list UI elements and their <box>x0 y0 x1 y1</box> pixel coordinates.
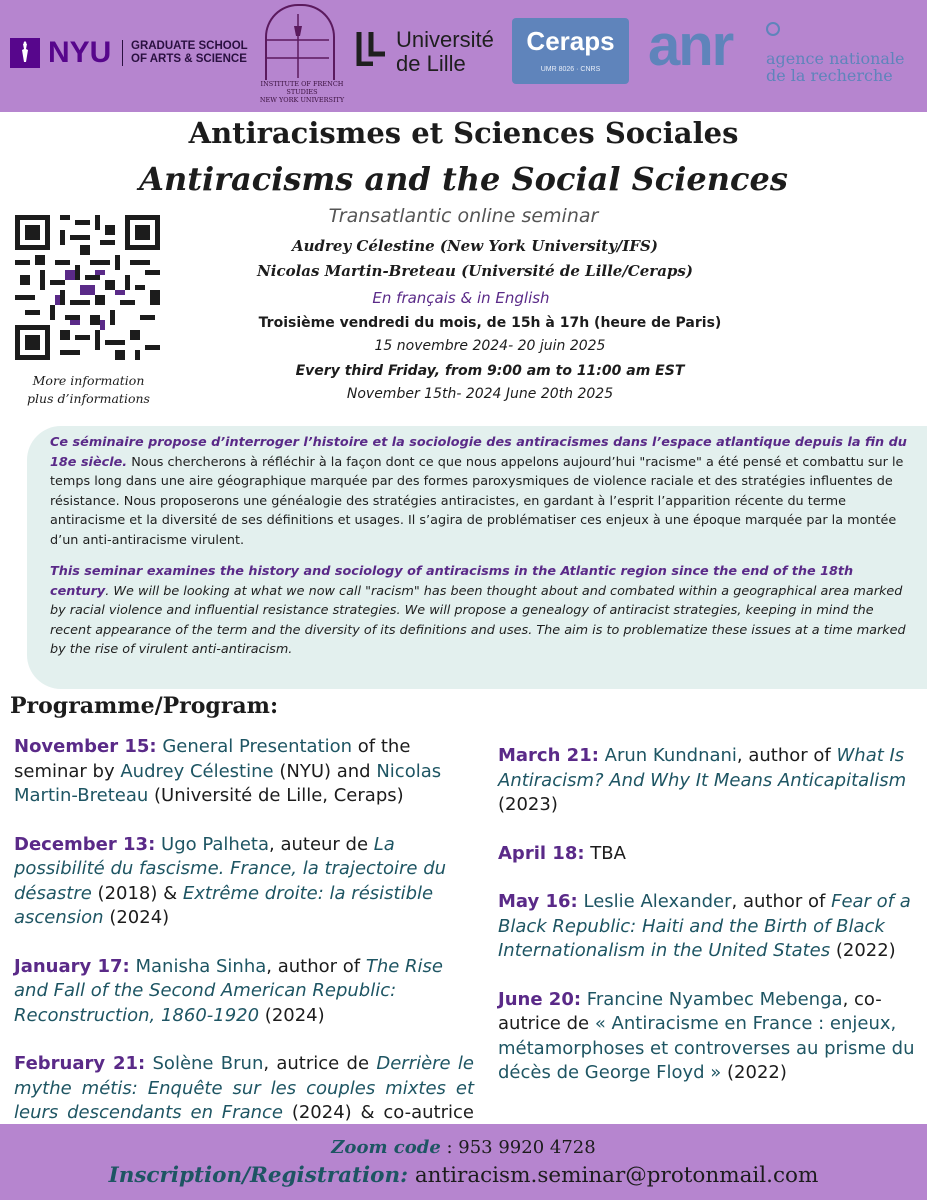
lille-line1: Université <box>396 27 494 52</box>
ifs-line2: NEW YORK UNIVERSITY <box>259 96 345 104</box>
ceraps-logo-text: Ceraps <box>526 26 615 56</box>
ifs-line1: INSTITUTE OF FRENCH STUDIES <box>260 80 344 96</box>
ifs-logo-text <box>248 80 356 104</box>
book-title: What Is Antiracism? And Why It Means Anticapitalism <box>498 745 907 791</box>
session-date: March 21: <box>498 745 599 766</box>
abstract-english-lead: This seminar examines the history and sociology of antiracisms in the Atlantic region since the end of the 18th century <box>50 564 854 599</box>
qr-caption-line2: plus d’informations <box>27 391 150 406</box>
session-date: June 20: <box>498 988 582 1010</box>
session-date: December 13: <box>14 833 156 855</box>
session-mar-21: March 21: Arun Kundnani, author of What Is Antiracism? And Why It Means Anticapitalism (2023) <box>498 745 907 815</box>
session-feb-21: February 21: Solène Brun, autrice de Derrière le mythe métis: Enquête sur les couples mixtes et leurs descendants en France (2024) & co-autrice <box>14 1052 474 1150</box>
gsas-line1: GRADUATE SCHOOL <box>131 40 248 52</box>
registration-email[interactable]: antiracism.seminar@protonmail.com <box>408 1163 819 1188</box>
languages: En français & in English <box>372 289 550 307</box>
speaker-name: Ugo Palheta <box>161 833 269 855</box>
dates-french: 15 novembre 2024- 20 juin 2025 <box>374 338 606 354</box>
lille-line2: de Lille <box>396 51 466 76</box>
session-dec-13: December 13: Ugo Palheta, auteur de La possibilité du fascisme. France, la trajectoire du désastre (2018) & Extrême droite: la résistible ascension (2024) <box>14 833 447 928</box>
program-left-column <box>14 735 474 1150</box>
abstract-french <box>50 433 912 550</box>
speaker-name: Audrey Célestine <box>120 760 274 782</box>
gsas-logo-text <box>122 40 248 66</box>
session-title: General Presentation <box>162 736 353 757</box>
book-title: Extrême droite: la résistible ascension <box>14 882 434 928</box>
session-date: January 17: <box>14 955 130 977</box>
abstract-english-body: . We will be looking at what we now call "racism" has been thought about and combated within a geographical area marked by racial violence and influential resistance strategies. We will propose a genealogy of antiracist strategies, keeping in mind the recent appearance of the term and the diversity of its definitions and uses. The aim is to problematize these issues at a time marked by the rise of virulent anti-antiracism. <box>50 583 906 657</box>
anr-logo-text: anr <box>648 13 733 78</box>
abstract-english <box>50 562 912 660</box>
book-title: The Rise and Fall of the Second American Republic: Reconstruction, 1860-1920 <box>14 955 443 1026</box>
book-title: Derrière le mythe métis: Enquête sur les couples mixtes et leurs descendants en France <box>14 1053 474 1123</box>
zoom-label: Zoom code <box>331 1137 441 1158</box>
speaker-name: Arun Kundnani <box>604 745 737 766</box>
zoom-value: : 953 9920 4728 <box>440 1137 596 1158</box>
title-english: Antiracisms and the Social Sciences <box>139 160 788 198</box>
book-title: Fear of a Black Republic: Haiti and the Birth of Black Internationalism in the United States <box>498 891 911 961</box>
subtitle: Transatlantic online seminar <box>328 205 599 227</box>
footer-band <box>0 1124 927 1200</box>
anr-logo-subtext <box>766 50 905 84</box>
session-may-16: May 16: Leslie Alexander, author of Fear of a Black Republic: Haiti and the Birth of Black Internationalism in the United States (2022) <box>498 891 911 961</box>
ceraps-logo-subtext: UMR 8026 · CNRS <box>540 66 601 73</box>
program-right-column <box>498 744 923 1086</box>
abstract-french-lead: Ce séminaire propose d’interroger l’histoire et la sociologie des antiracismes dans l’espace atlantique depuis la fin du 18e siècle. <box>50 435 907 470</box>
schedule-english: Every third Friday, from 9:00 am to 11:00 am EST <box>295 363 685 379</box>
registration-label: Inscription/Registration: <box>108 1163 409 1188</box>
title-french: Antiracismes et Sciences Sociales <box>188 116 739 150</box>
qr-caption <box>6 372 171 408</box>
session-jun-20: June 20: Francine Nyambec Mebenga, co-autrice de « Antiracisme en France : enjeux, métamorphoses et controverses au prisme du décès de George Floyd » (2022) <box>498 988 915 1083</box>
qr-caption-line1: More information <box>32 373 145 388</box>
session-jan-17: January 17: Manisha Sinha, author of The Rise and Fall of the Second American Republic: Reconstruction, 1860-1920 (2024) <box>14 955 443 1026</box>
registration <box>0 1163 927 1188</box>
speaker-name: Solène Brun <box>152 1053 264 1074</box>
organizer-1: Audrey Célestine (New York University/IFS) <box>291 237 658 255</box>
lille-logo-mark <box>355 30 391 66</box>
session-nov-15: November 15: General Presentation of the seminar by Audrey Célestine (NYU) and Nicolas Martin-Breteau (Université de Lille, Ceraps) <box>14 736 442 806</box>
speaker-name: Manisha Sinha <box>135 955 267 977</box>
anr-line1: agence nationale <box>766 49 905 68</box>
zoom-code <box>0 1137 927 1158</box>
schedule-french: Troisième vendredi du mois, de 15h à 17h (heure de Paris) <box>258 315 722 331</box>
nyu-torch-logo <box>10 38 40 68</box>
session-date: April 18: <box>498 842 585 864</box>
session-date: November 15: <box>14 736 157 757</box>
program-heading: Programme/Program: <box>10 693 279 719</box>
session-date: February 21: <box>14 1053 146 1074</box>
nyu-logo-text: NYU <box>48 36 112 69</box>
ifs-window-logo <box>265 4 335 80</box>
session-date: May 16: <box>498 891 578 912</box>
book-title: La possibilité du fascisme. France, la trajectoire du désastre <box>14 833 447 904</box>
qr-code[interactable] <box>15 215 160 360</box>
dates-english: November 15th- 2024 June 20th 2025 <box>346 386 614 402</box>
lille-logo-text <box>396 28 494 76</box>
anr-circle-icon <box>766 22 780 36</box>
article-title: « Antiracisme en France : enjeux, métamorphoses et controverses au prisme du décès de George Floyd » <box>498 1013 915 1083</box>
organizer-2: Nicolas Martin-Breteau (Université de Lille/Ceraps) <box>257 262 693 280</box>
anr-line2: de la recherche <box>766 66 893 85</box>
speaker-name: Nicolas Martin-Breteau <box>14 760 442 806</box>
speaker-name: Francine Nyambec Mebenga <box>586 988 843 1010</box>
abstract-french-body: Nous chercherons à réfléchir à la façon dont ce que nous appelons aujourd’hui "racisme" a été pensé et combattu sur le temps long dans une aire géographique marquée par des formes paroxysmiques de violence raciale et des stratégies influentes de résistance. Nous proposerons une généalogie des stratégies antiracistes, en gardant à l’esprit l’apparition récente du terme antiracisme et la diversité de ses définitions et usages. Il s’agira de problématiser ces enjeux à une époque marquée par la montée d’un anti-antiracisme virulent. <box>50 454 904 548</box>
gsas-line2: OF ARTS & SCIENCE <box>131 53 247 65</box>
speaker-name: Leslie Alexander <box>583 891 732 912</box>
session-apr-18: April 18: TBA <box>498 842 626 864</box>
